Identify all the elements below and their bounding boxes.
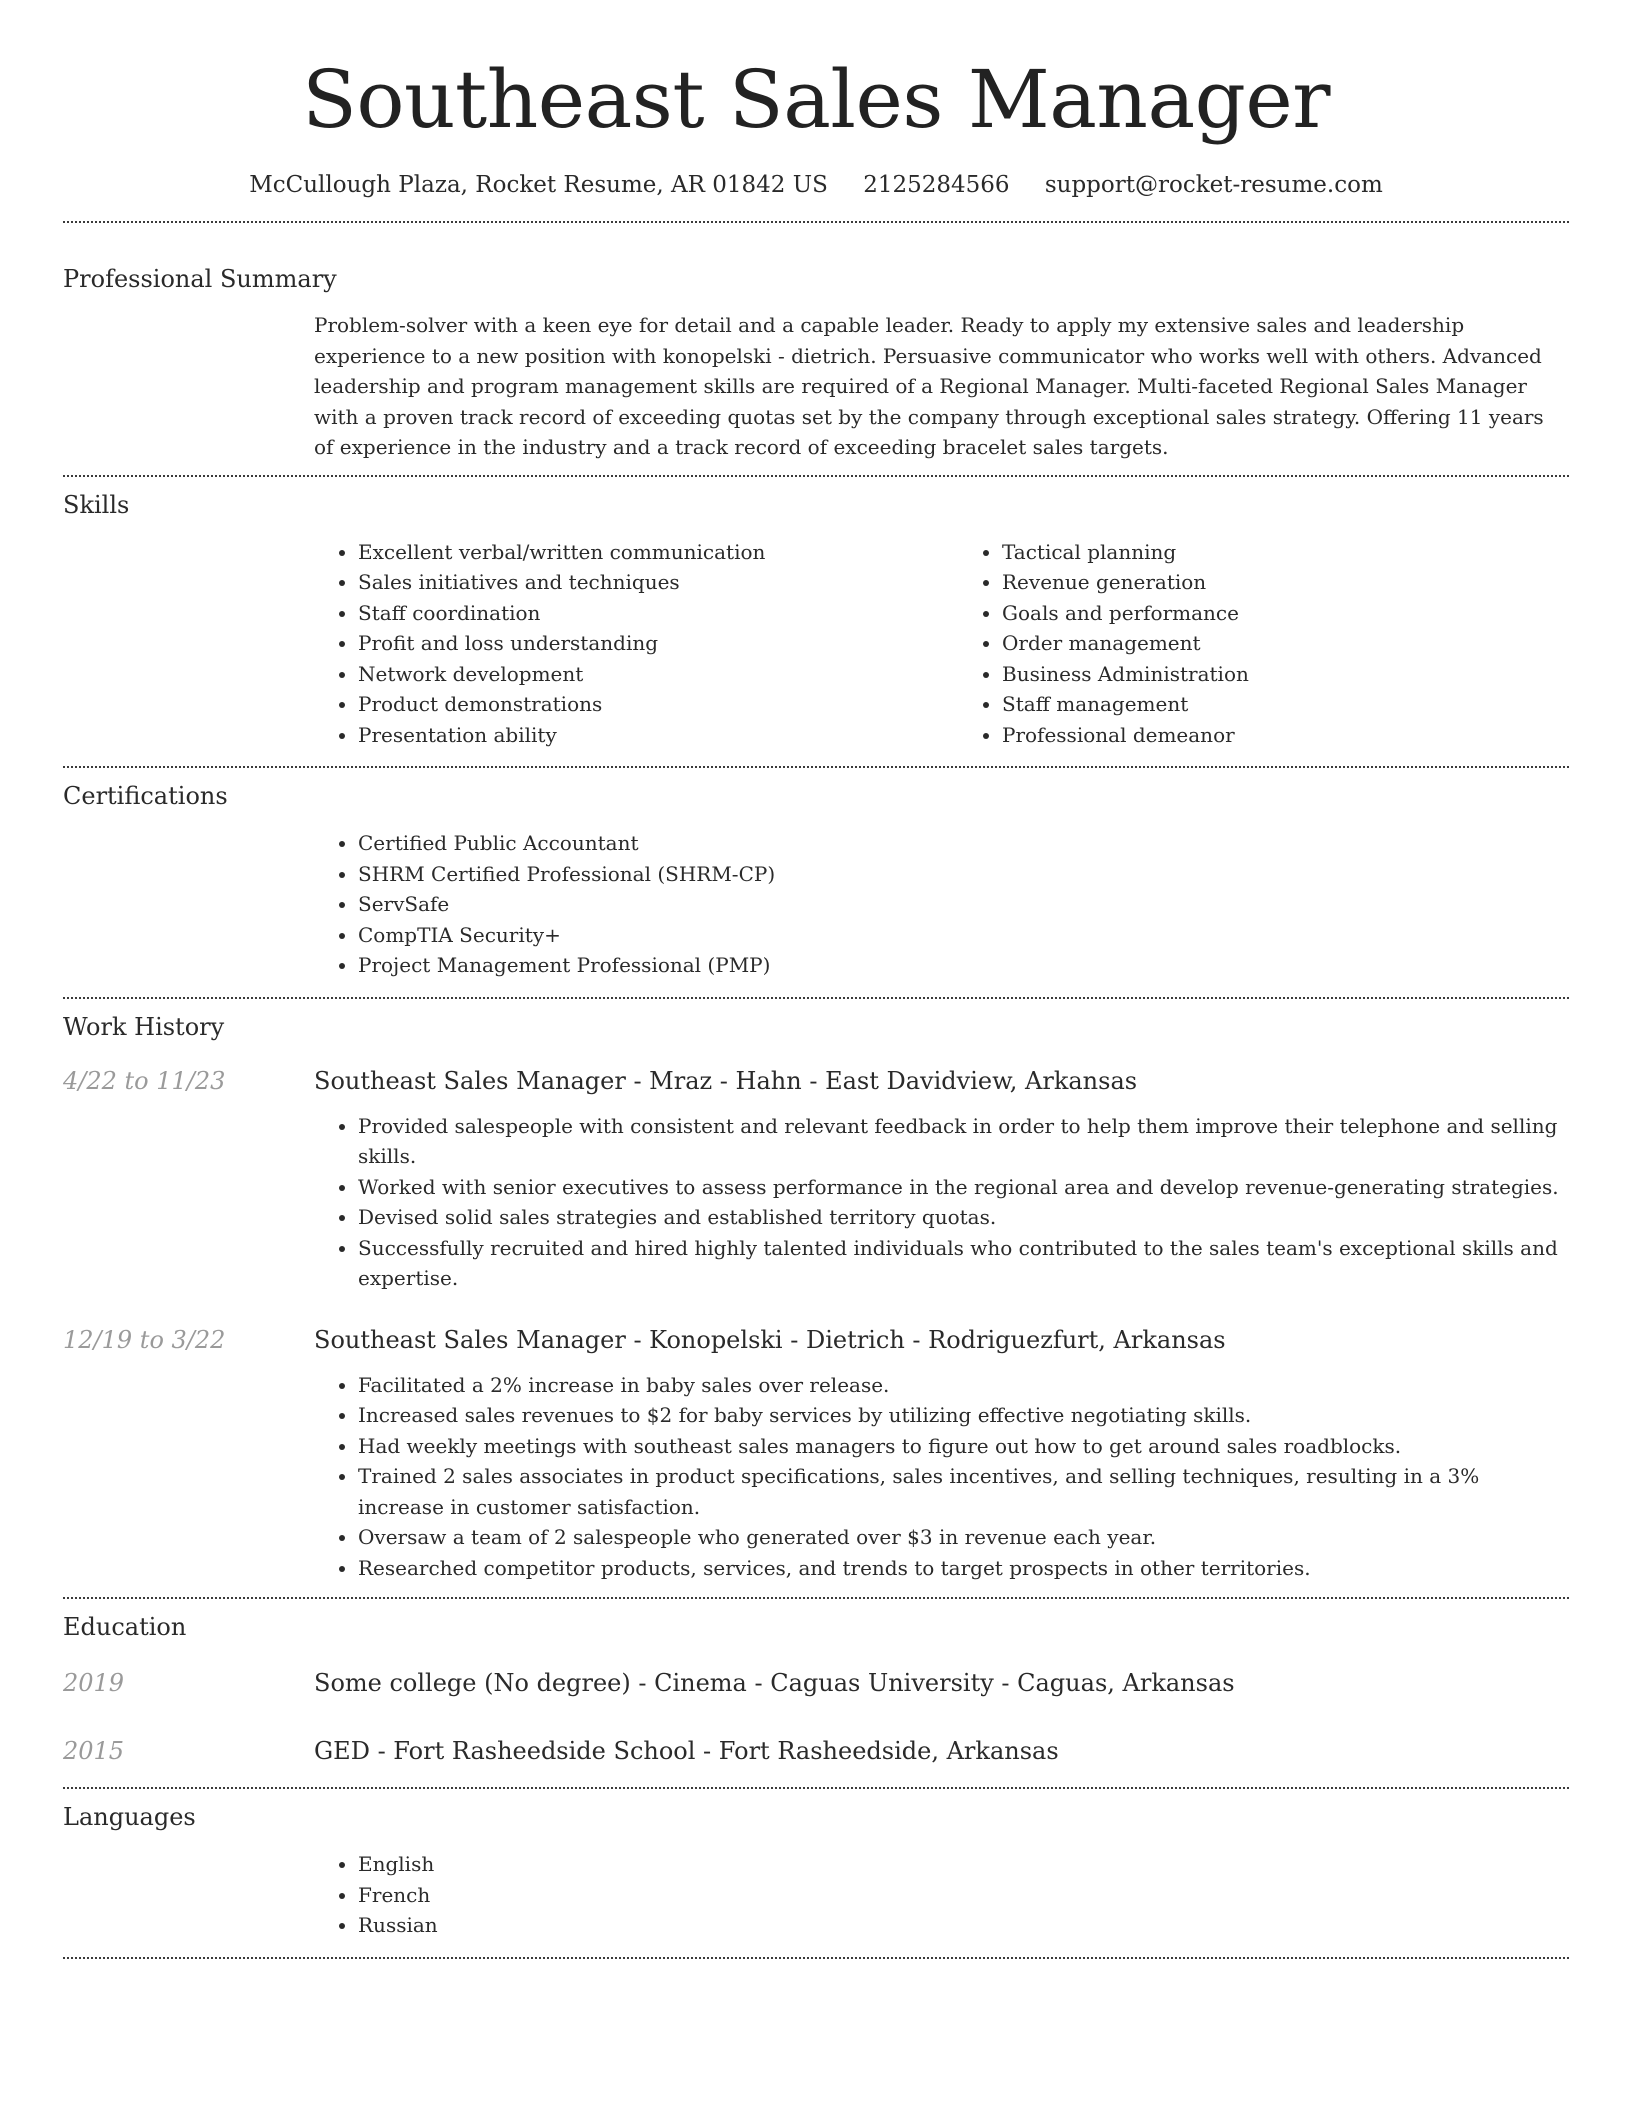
languages-section [63, 1801, 1569, 1941]
summary-body [314, 310, 1569, 463]
list-item: • Order management [1002, 628, 1569, 659]
divider [63, 997, 1569, 999]
section-title-certifications: Certifications [63, 782, 228, 810]
divider [63, 766, 1569, 768]
list-item: • French [358, 1880, 1569, 1911]
list-item: • Researched competitor products, services, and trends to target prospects in other territories. [358, 1553, 1569, 1584]
education-section [63, 1611, 1569, 1767]
job-header [63, 1324, 1569, 1356]
section-title-summary: Professional Summary [63, 265, 337, 293]
divider [63, 1787, 1569, 1789]
education-year: 2015 [63, 1737, 125, 1765]
job-bullet-list [314, 1111, 1569, 1294]
job-bullets [314, 1111, 1569, 1294]
section-title-work: Work History [63, 1012, 225, 1041]
job-entry [63, 1065, 1569, 1294]
job-dates: 4/22 to 11/23 [63, 1066, 226, 1095]
contact-line [63, 170, 1569, 200]
contact-address: McCullough Plaza, Rocket Resume, AR 01842 US [249, 172, 828, 198]
list-item: • Project Management Professional (PMP) [358, 950, 1569, 981]
list-item: • CompTIA Security+ [358, 920, 1569, 951]
list-item: • Tactical planning [1002, 537, 1569, 568]
education-entry [63, 1667, 1569, 1699]
list-item: • Excellent verbal/written communication [358, 537, 973, 568]
skills-list-right [973, 537, 1569, 751]
list-item: • Trained 2 sales associates in product specifications, sales incentives, and selling techniques, resulting in a 3% increase in customer satisfaction. [358, 1461, 1569, 1522]
resume-name: Southeast Sales Manager [302, 53, 1330, 146]
education-title: Some college (No degree) - Cinema - Caguas University - Caguas, Arkansas [314, 1669, 1235, 1697]
list-item: • ServSafe [358, 889, 1569, 920]
section-title-education: Education [63, 1613, 187, 1641]
divider [63, 475, 1569, 477]
list-item: • Facilitated a 2% increase in baby sales over release. [358, 1370, 1569, 1401]
certifications-list [314, 828, 1569, 981]
contact-phone: 2125284566 [863, 172, 1010, 198]
list-item: • Sales initiatives and techniques [358, 567, 973, 598]
work-section [63, 1011, 1569, 1584]
list-item: • Russian [358, 1910, 1569, 1941]
divider [63, 221, 1569, 223]
summary-section [63, 263, 1569, 463]
job-entry [63, 1324, 1569, 1584]
skills-section [63, 489, 1569, 751]
languages-body [314, 1849, 1569, 1941]
list-item: • Staff management [1002, 689, 1569, 720]
list-item: • Provided salespeople with consistent and relevant feedback in order to help them improve their telephone and selling skills. [358, 1111, 1569, 1172]
list-item: • Staff coordination [358, 598, 973, 629]
job-bullet-list [314, 1370, 1569, 1584]
list-item: • Increased sales revenues to $2 for baby services by utilizing effective negotiating skills. [358, 1400, 1569, 1431]
divider [63, 1597, 1569, 1599]
list-item: • Worked with senior executives to assess performance in the regional area and develop revenue-generating strategies. [358, 1172, 1569, 1203]
list-item: • Presentation ability [358, 720, 973, 751]
certifications-body [314, 828, 1569, 981]
list-item: • Devised solid sales strategies and established territory quotas. [358, 1202, 1569, 1233]
section-title-skills: Skills [63, 490, 130, 519]
list-item: • SHRM Certified Professional (SHRM-CP) [358, 859, 1569, 890]
list-item: • Product demonstrations [358, 689, 973, 720]
job-title: Southeast Sales Manager - Konopelski - Dietrich - Rodriguezfurt, Arkansas [314, 1325, 1226, 1354]
job-bullets [314, 1370, 1569, 1584]
list-item: • Successfully recruited and hired highly talented individuals who contributed to the sales team's exceptional skills and expertise. [358, 1233, 1569, 1294]
contact-email: support@rocket-resume.com [1044, 172, 1383, 198]
list-item: • Network development [358, 659, 973, 690]
list-item: • Had weekly meetings with southeast sales managers to figure out how to get around sales roadblocks. [358, 1431, 1569, 1462]
summary-text: Problem-solver with a keen eye for detail and a capable leader. Ready to apply my extensive sales and leadership experience to a new position with konopelski - dietrich. Persuasive communicator who works well with others. Advanced leadership and program management skills are required of a Regional Manager. Multi-faceted Regional Sales Manager with a proven track record of exceeding quotas set by the company through exceptional sales strategy. Offering 11 years of experience in the industry and a track record of exceeding bracelet sales targets. [314, 313, 1544, 459]
education-title: GED - Fort Rasheedside School - Fort Rasheedside, Arkansas [314, 1737, 1059, 1765]
list-item: • Professional demeanor [1002, 720, 1569, 751]
list-item: • Business Administration [1002, 659, 1569, 690]
job-title: Southeast Sales Manager - Mraz - Hahn - East Davidview, Arkansas [314, 1066, 1138, 1095]
education-entry [63, 1735, 1569, 1767]
list-item: • Certified Public Accountant [358, 828, 1569, 859]
section-title-languages: Languages [63, 1803, 196, 1831]
education-year: 2019 [63, 1669, 125, 1697]
list-item: • English [358, 1849, 1569, 1880]
divider [63, 1957, 1569, 1959]
skills-grid [314, 537, 1569, 751]
job-dates: 12/19 to 3/22 [63, 1325, 226, 1354]
job-header [63, 1065, 1569, 1097]
list-item: • Profit and loss understanding [358, 628, 973, 659]
languages-list [314, 1849, 1569, 1941]
skills-list-left [314, 537, 973, 751]
certifications-section [63, 780, 1569, 981]
list-item: • Goals and performance [1002, 598, 1569, 629]
list-item: • Oversaw a team of 2 salespeople who generated over $3 in revenue each year. [358, 1522, 1569, 1553]
list-item: • Revenue generation [1002, 567, 1569, 598]
